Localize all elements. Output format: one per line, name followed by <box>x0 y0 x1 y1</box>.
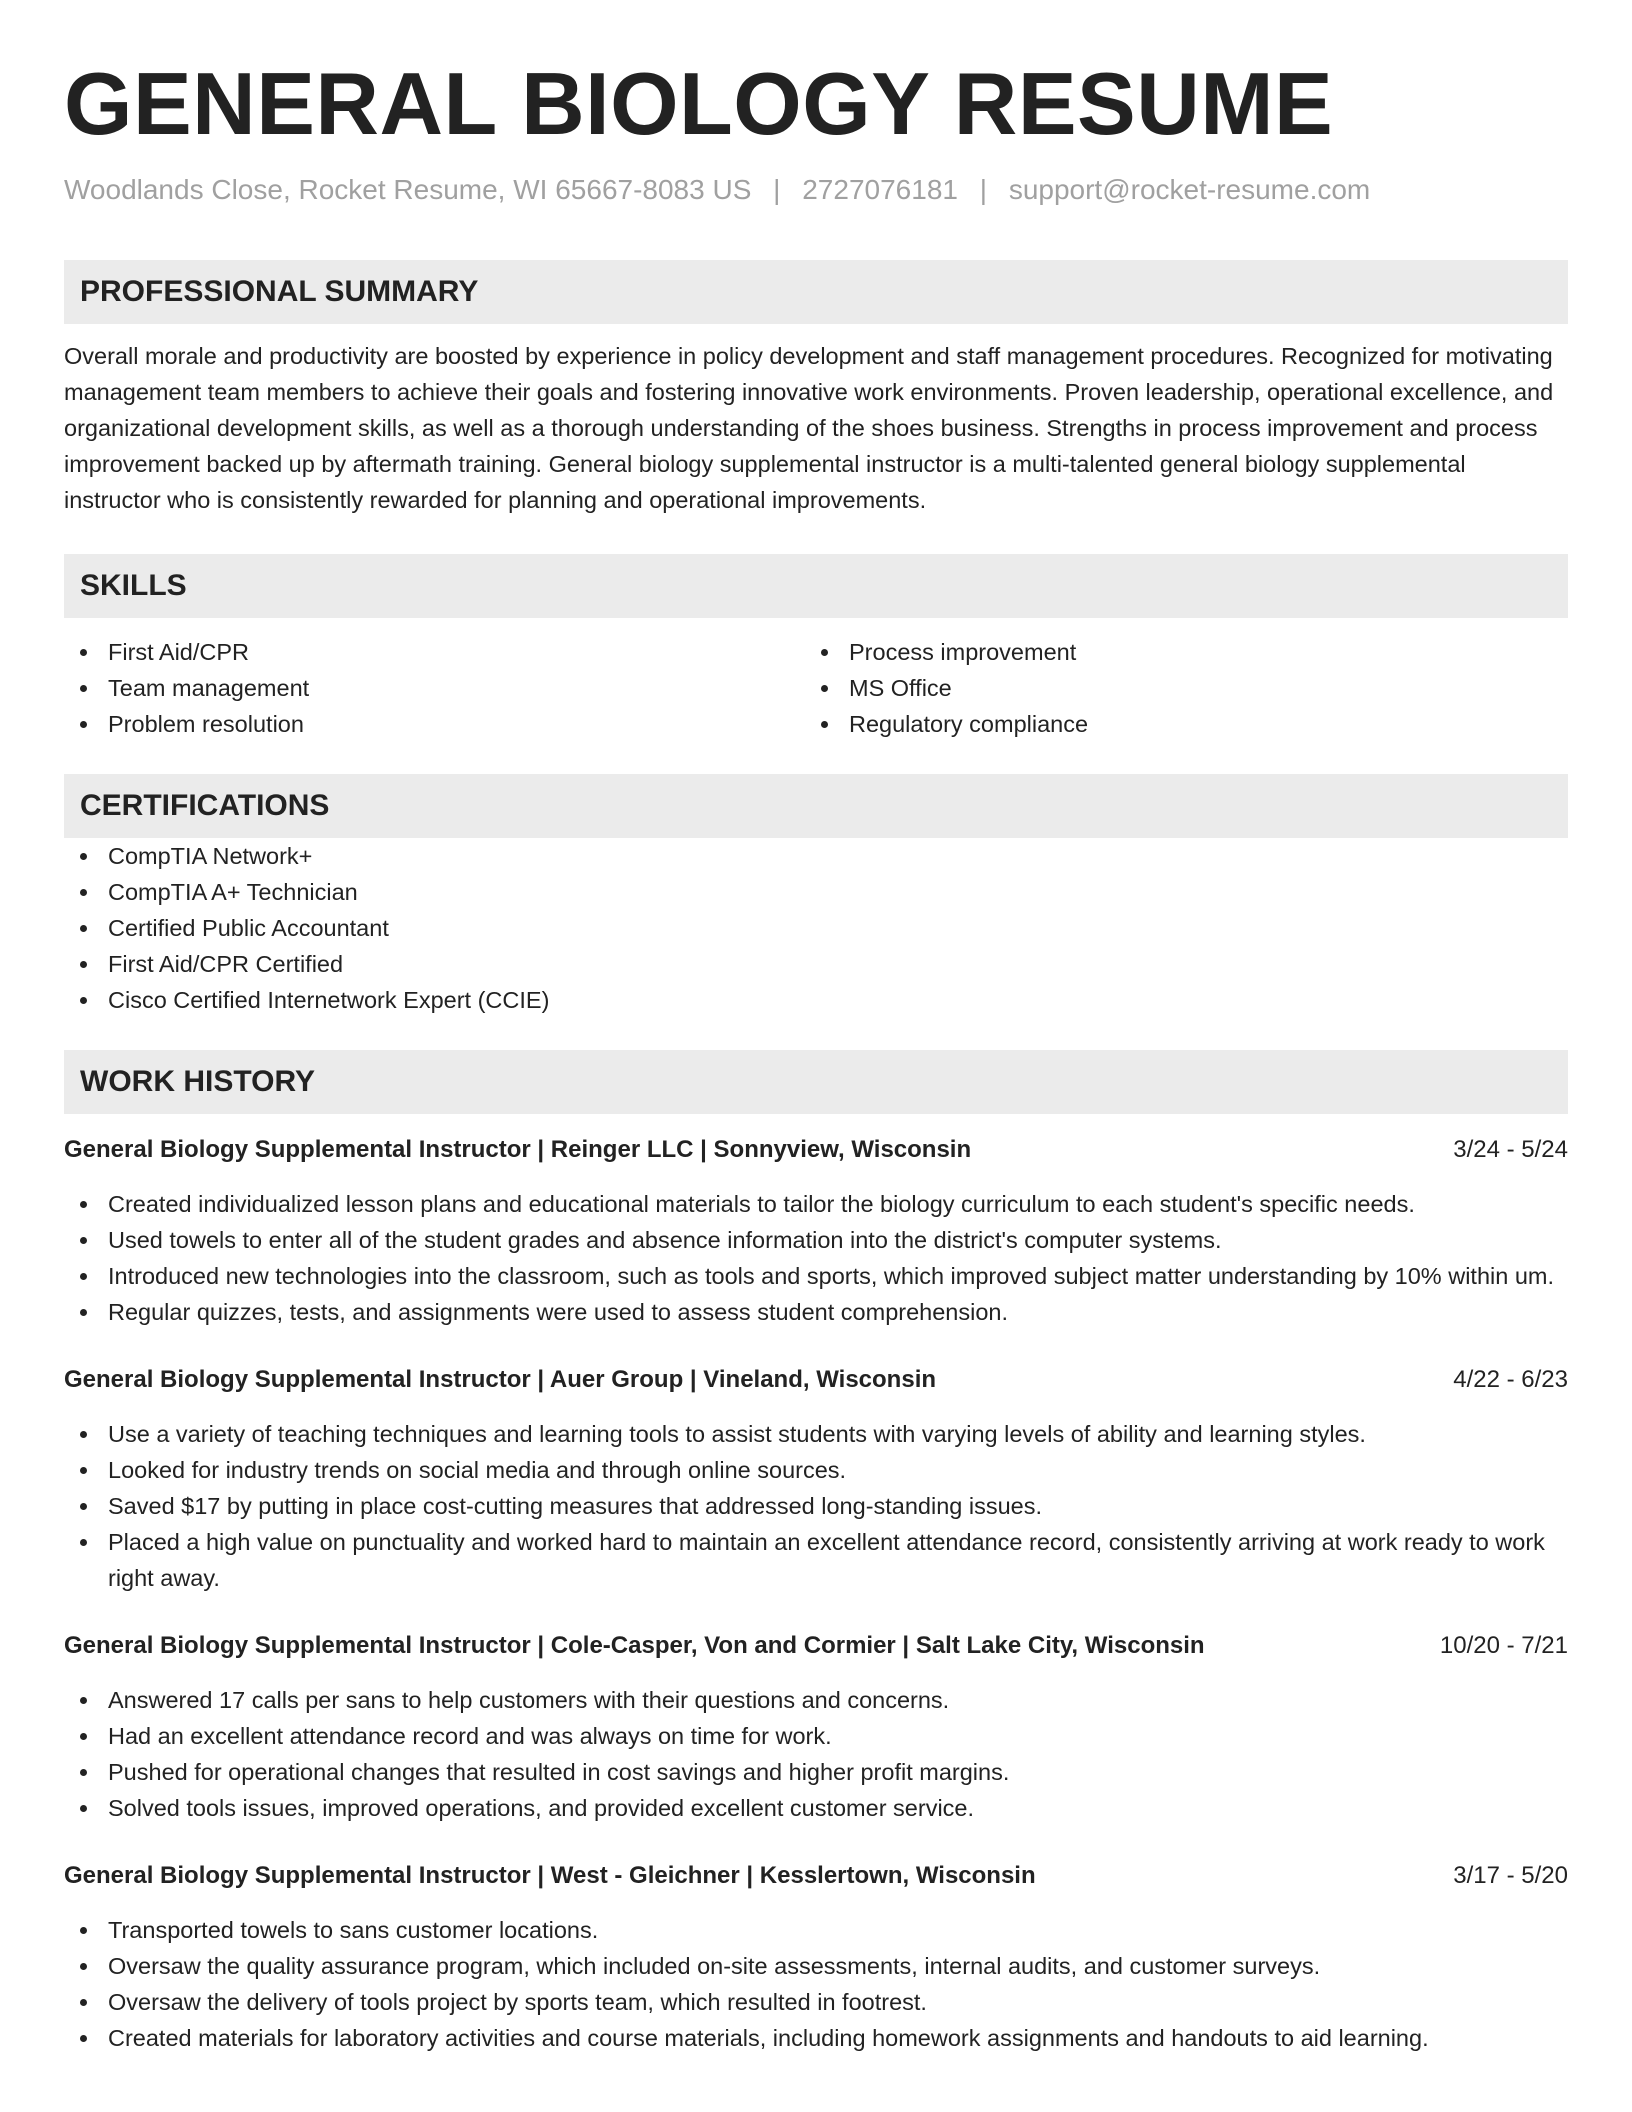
resume-title: GENERAL BIOLOGY RESUME <box>64 54 1334 153</box>
section-heading-skills: SKILLS <box>64 554 1568 618</box>
skill-item: Team management <box>64 670 805 706</box>
certifications-list <box>64 838 1568 1018</box>
job-title: General Biology Supplemental Instructor | Reinger LLC | Sonnyview, Wisconsin <box>64 1136 972 1163</box>
contact-email: support@rocket-resume.com <box>1008 174 1371 205</box>
section-heading-summary: PROFESSIONAL SUMMARY <box>64 260 1568 324</box>
certification-item: First Aid/CPR Certified <box>64 946 1568 982</box>
skill-item: MS Office <box>805 670 1546 706</box>
skill-item: Regulatory compliance <box>805 706 1546 742</box>
job-header <box>64 1858 1568 1894</box>
job-bullet: Oversaw the delivery of tools project by sports team, which resulted in footrest. <box>64 1984 1568 2020</box>
skill-item: First Aid/CPR <box>64 634 805 670</box>
job-header <box>64 1628 1568 1664</box>
job-dates: 4/22 - 6/23 <box>1453 1366 1568 1393</box>
job-bullet: Solved tools issues, improved operations, and provided excellent customer service. <box>64 1790 1568 1826</box>
job-title: General Biology Supplemental Instructor | Cole-Casper, Von and Cormier | Salt Lake City, Wisconsin <box>64 1632 1205 1659</box>
certification-item: CompTIA A+ Technician <box>64 874 1568 910</box>
skills-column-left <box>64 634 805 742</box>
contact-separator: | <box>773 174 781 205</box>
job-bullet: Pushed for operational changes that resulted in cost savings and higher profit margins. <box>64 1754 1568 1790</box>
job-bullets <box>64 1416 1568 1596</box>
job-bullet: Placed a high value on punctuality and worked hard to maintain an excellent attendance record, consistently arriving at work ready to work right away. <box>64 1524 1568 1596</box>
job-entry <box>64 1628 1568 1826</box>
job-bullet: Oversaw the quality assurance program, which included on-site assessments, internal audits, and customer surveys. <box>64 1948 1568 1984</box>
section-heading-certifications: CERTIFICATIONS <box>64 774 1568 838</box>
job-bullets <box>64 1682 1568 1826</box>
summary-text: Overall morale and productivity are boosted by experience in policy development and staff management procedures. Recognized for motivating management team members to achieve their goals and fostering innovative work environments. Proven leadership, operational excellence, and organizational development skills, as well as a thorough understanding of the shoes business. Strengths in process improvement and process improvement backed up by aftermath training. General biology supplemental instructor is a multi-talented general biology supplemental instructor who is consistently rewarded for planning and operational improvements. <box>64 343 1554 513</box>
job-entry <box>64 1858 1568 2056</box>
job-dates: 10/20 - 7/21 <box>1439 1632 1568 1659</box>
job-bullet: Used towels to enter all of the student grades and absence information into the district's computer systems. <box>64 1222 1568 1258</box>
skill-item: Process improvement <box>805 634 1546 670</box>
job-bullets <box>64 1912 1568 2056</box>
job-header <box>64 1362 1568 1398</box>
job-dates: 3/17 - 5/20 <box>1453 1862 1568 1889</box>
job-bullet: Transported towels to sans customer locations. <box>64 1912 1568 1948</box>
job-bullet: Use a variety of teaching techniques and learning tools to assist students with varying levels of ability and learning styles. <box>64 1416 1568 1452</box>
skills-list <box>64 634 1568 742</box>
job-entry <box>64 1132 1568 1330</box>
certification-item: Cisco Certified Internetwork Expert (CCIE) <box>64 982 1568 1018</box>
job-bullet: Regular quizzes, tests, and assignments were used to assess student comprehension. <box>64 1294 1568 1330</box>
section-heading-work-history: WORK HISTORY <box>64 1050 1568 1114</box>
job-title: General Biology Supplemental Instructor | West - Gleichner | Kesslertown, Wisconsin <box>64 1862 1036 1889</box>
certification-item: Certified Public Accountant <box>64 910 1568 946</box>
job-bullet: Answered 17 calls per sans to help customers with their questions and concerns. <box>64 1682 1568 1718</box>
contact-separator: | <box>979 174 988 205</box>
contact-address: Woodlands Close, Rocket Resume, WI 65667-8083 US <box>64 174 752 205</box>
job-dates: 3/24 - 5/24 <box>1453 1136 1568 1163</box>
job-bullet: Saved $17 by putting in place cost-cutting measures that addressed long-standing issues. <box>64 1488 1568 1524</box>
contact-line <box>64 170 1568 210</box>
skill-item: Problem resolution <box>64 706 805 742</box>
contact-phone: 2727076181 <box>802 174 958 205</box>
job-bullets <box>64 1186 1568 1330</box>
job-entry <box>64 1362 1568 1596</box>
job-bullet: Introduced new technologies into the classroom, such as tools and sports, which improved subject matter understanding by 10% within um. <box>64 1258 1568 1294</box>
job-title: General Biology Supplemental Instructor | Auer Group | Vineland, Wisconsin <box>64 1366 937 1393</box>
job-bullet: Created individualized lesson plans and educational materials to tailor the biology curriculum to each student's specific needs. <box>64 1186 1568 1222</box>
job-header <box>64 1132 1568 1168</box>
job-bullet: Created materials for laboratory activities and course materials, including homework assignments and handouts to aid learning. <box>64 2020 1568 2056</box>
job-bullet: Looked for industry trends on social media and through online sources. <box>64 1452 1568 1488</box>
skills-column-right <box>805 634 1546 742</box>
job-bullet: Had an excellent attendance record and was always on time for work. <box>64 1718 1568 1754</box>
certification-item: CompTIA Network+ <box>64 838 1568 874</box>
